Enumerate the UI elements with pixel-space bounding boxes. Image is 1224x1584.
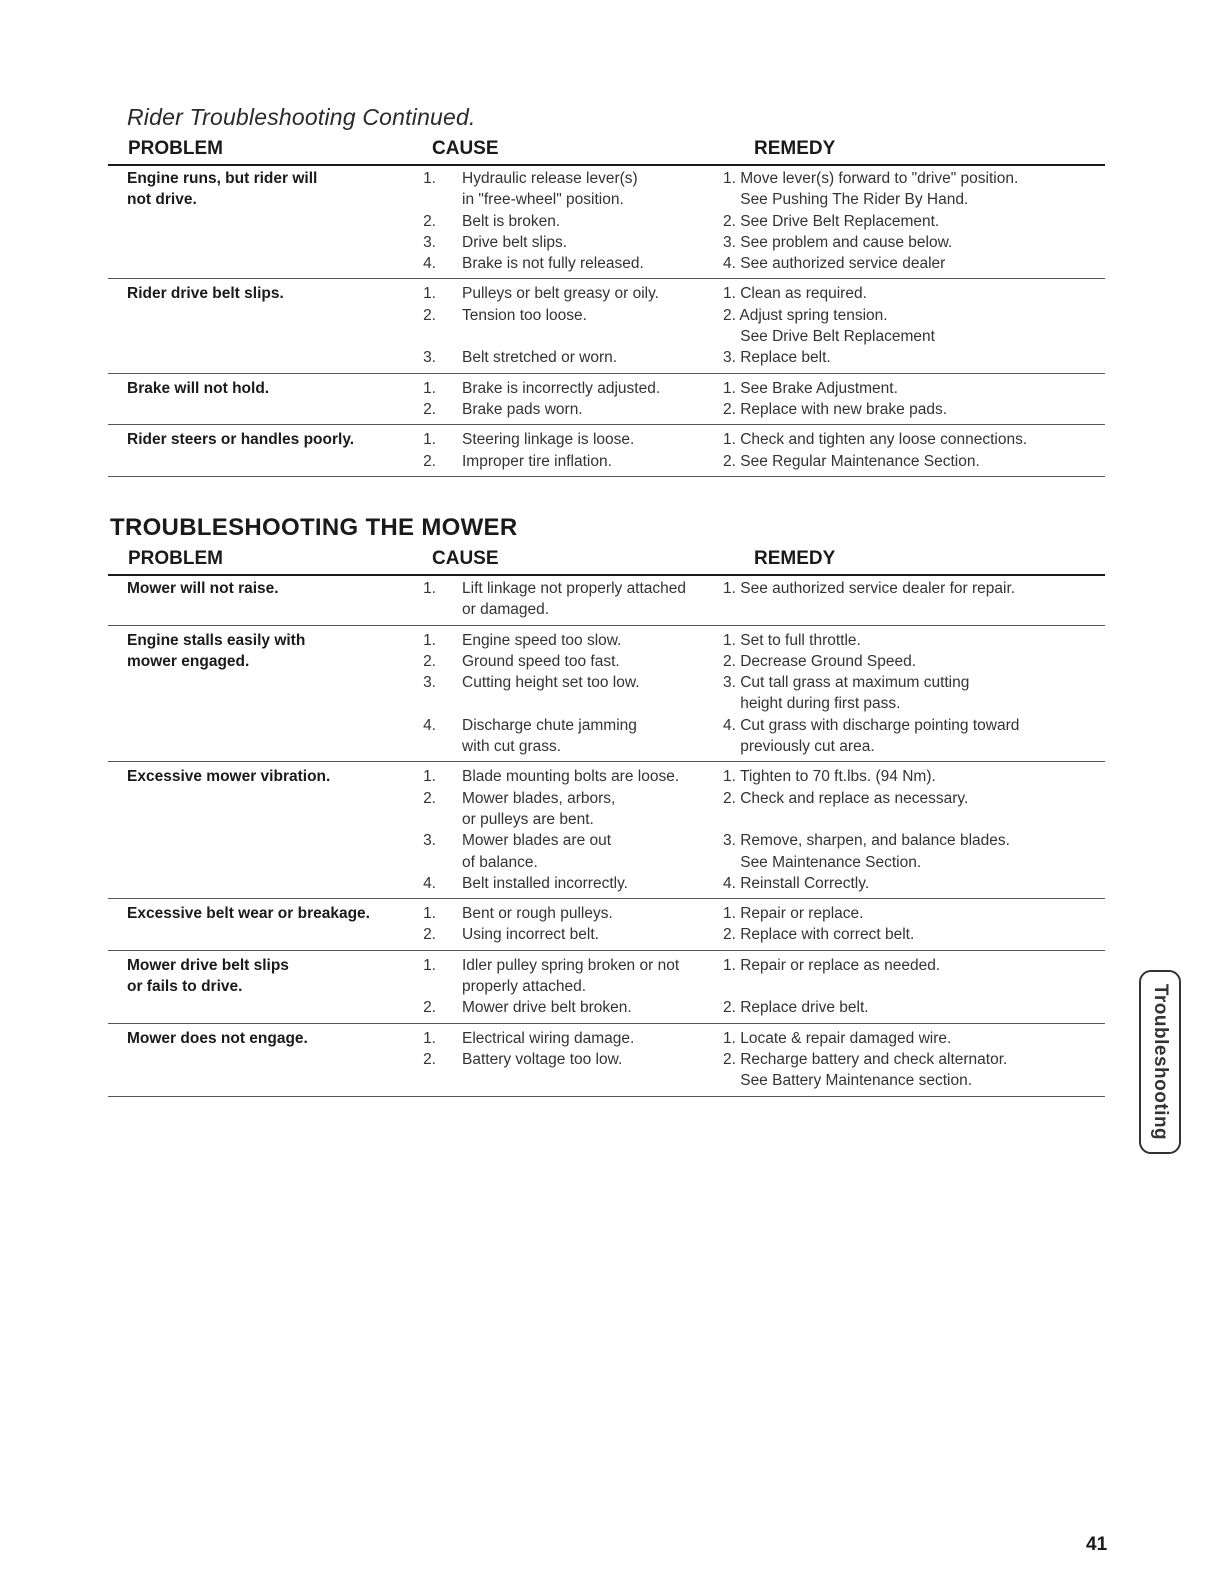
cause-remedy-line	[404, 378, 1105, 399]
header-remedy: REMEDY	[754, 548, 836, 569]
cause-text: Ground speed too fast.	[462, 652, 620, 670]
remedy-text: 2. Decrease Ground Speed.	[723, 652, 917, 670]
cause-number	[404, 326, 436, 347]
table-row	[108, 374, 1105, 426]
cause-number: 2.	[423, 1050, 436, 1068]
cause-number: 1.	[423, 580, 436, 597]
cause-remedy-line	[404, 997, 1105, 1018]
table-row	[108, 951, 1105, 1024]
table-row	[108, 425, 1105, 477]
remedy-text: 1. Move lever(s) forward to "drive" position.	[723, 170, 1019, 187]
remedy-text: 4. See authorized service dealer	[723, 255, 946, 273]
cause-number: 1.	[423, 956, 436, 974]
cause-remedy-line	[404, 809, 1105, 830]
cause-number: 1.	[423, 768, 436, 786]
problem-text: Engine stalls easily with mower engaged.	[127, 631, 306, 670]
cause-text: Cutting height set too low.	[462, 674, 640, 692]
cause-text: Belt installed incorrectly.	[462, 874, 628, 892]
cause-number: 3.	[423, 674, 436, 692]
cause-remedy-line	[404, 924, 1105, 945]
cause-remedy-line	[404, 326, 1105, 347]
table-body	[108, 166, 1105, 477]
problem-text: Mower will not raise.	[127, 580, 279, 597]
remedy-text: 1. Clean as required.	[723, 285, 867, 303]
cause-text: Engine speed too slow.	[462, 631, 622, 649]
remedy-text	[722, 809, 1063, 830]
section-title: TROUBLESHOOTING THE MOWER	[110, 514, 518, 541]
problem-text: Excessive belt wear or breakage.	[127, 905, 370, 923]
cause-text: Belt is broken.	[462, 212, 561, 230]
cause-number: 2.	[423, 400, 436, 418]
cause-number	[404, 693, 436, 714]
remedy-text: 2. Replace with new brake pads.	[723, 400, 948, 418]
cause-remedy-line	[404, 766, 1105, 787]
cause-text	[436, 693, 722, 714]
cause-remedy-line	[404, 672, 1105, 693]
cause-number: 1.	[423, 285, 436, 303]
cause-remedy-line	[404, 830, 1105, 851]
remedy-text: 2. Check and replace as necessary.	[723, 789, 969, 807]
cause-remedy-list	[404, 429, 1105, 472]
cause-number	[404, 1070, 436, 1091]
remedy-text: 4. Reinstall Correctly.	[723, 874, 870, 892]
cause-number: 2.	[423, 999, 436, 1017]
cause-text: or damaged.	[462, 601, 550, 619]
cause-text: Brake pads worn.	[462, 400, 583, 418]
cause-remedy-line	[404, 283, 1105, 304]
cause-remedy-list	[404, 168, 1105, 274]
cause-remedy-list	[404, 955, 1105, 1019]
page-number: 41	[1086, 1534, 1108, 1555]
cause-text: or pulleys are bent.	[462, 810, 594, 828]
remedy-text: 3. See problem and cause below.	[723, 233, 953, 251]
remedy-text: 2. See Regular Maintenance Section.	[723, 452, 980, 470]
rider-troubleshooting-table	[108, 138, 1105, 477]
cause-text: properly attached.	[462, 978, 587, 996]
cause-text: Battery voltage too low.	[462, 1050, 623, 1068]
remedy-text: 1. See Brake Adjustment.	[723, 379, 898, 397]
cause-remedy-line	[404, 852, 1105, 873]
remedy-text: See Battery Maintenance section.	[723, 1072, 972, 1090]
cause-remedy-line	[404, 715, 1105, 736]
cause-text	[436, 326, 722, 347]
cause-number: 2.	[423, 926, 436, 944]
problem-text: Rider drive belt slips.	[127, 285, 284, 303]
side-tab-label: Troubleshooting	[1150, 983, 1171, 1141]
cause-number: 2.	[423, 452, 436, 470]
remedy-text	[722, 599, 1063, 620]
cause-text: Brake is not fully released.	[462, 255, 644, 273]
problem-text: Mower does not engage.	[127, 1029, 308, 1047]
cause-number: 1.	[423, 379, 436, 397]
cause-text: Belt stretched or worn.	[462, 349, 618, 367]
cause-remedy-line	[404, 976, 1105, 997]
cause-number: 2.	[423, 789, 436, 807]
cause-remedy-line	[404, 429, 1105, 450]
remedy-text: 2. Adjust spring tension.	[723, 306, 888, 324]
mower-troubleshooting-table	[108, 548, 1105, 1097]
cause-remedy-line	[404, 211, 1105, 232]
cause-number: 3.	[423, 233, 436, 251]
cause-number	[404, 852, 436, 873]
cause-text: Discharge chute jamming	[462, 716, 637, 734]
cause-remedy-line	[404, 873, 1105, 894]
cause-remedy-line	[404, 599, 1105, 620]
table-header	[108, 548, 1105, 576]
remedy-text: 4. Cut grass with discharge pointing toward	[723, 716, 1020, 734]
remedy-text: 1. Repair or replace.	[723, 905, 864, 923]
cause-remedy-list	[404, 766, 1105, 894]
cause-text: Hydraulic release lever(s)	[462, 170, 638, 187]
remedy-text: 2. Replace with correct belt.	[723, 926, 915, 944]
remedy-text: 1. Tighten to 70 ft.lbs. (94 Nm).	[723, 768, 936, 786]
cause-text: Lift linkage not properly attached	[462, 580, 687, 597]
remedy-text: 3. Replace belt.	[723, 349, 831, 367]
cause-text	[436, 1070, 722, 1091]
remedy-text: See Pushing The Rider By Hand.	[723, 191, 969, 209]
problem-text: Mower drive belt slips or fails to drive.	[127, 956, 289, 996]
cause-remedy-line	[404, 736, 1105, 757]
problem-text: Excessive mower vibration.	[127, 768, 331, 786]
cause-remedy-line	[404, 1049, 1105, 1070]
remedy-text	[722, 976, 1063, 997]
cause-remedy-line	[404, 1070, 1105, 1091]
remedy-text: height during first pass.	[723, 695, 901, 713]
cause-text: Improper tire inflation.	[462, 452, 612, 470]
cause-number: 2.	[423, 306, 436, 324]
cause-text: Electrical wiring damage.	[462, 1029, 635, 1047]
table-row	[108, 626, 1105, 763]
cause-number: 4.	[423, 716, 436, 734]
cause-text: Brake is incorrectly adjusted.	[462, 379, 661, 397]
cause-remedy-list	[404, 630, 1105, 758]
cause-remedy-line	[404, 305, 1105, 326]
cause-number: 1.	[423, 170, 436, 187]
cause-text: Mower blades, arbors,	[462, 789, 616, 807]
cause-number: 2.	[423, 212, 436, 230]
section-side-tab	[1139, 970, 1181, 1154]
cause-text: Idler pulley spring broken or not	[462, 956, 680, 974]
cause-remedy-line	[404, 693, 1105, 714]
cause-remedy-line	[404, 399, 1105, 420]
problem-text: Engine runs, but rider will not drive.	[127, 170, 318, 209]
table-body	[108, 576, 1105, 1097]
header-cause: CAUSE	[432, 138, 499, 159]
cause-remedy-line	[404, 451, 1105, 472]
cause-text: Using incorrect belt.	[462, 926, 599, 944]
remedy-text: 1. Check and tighten any loose connections.	[723, 431, 1028, 449]
remedy-text: 1. Set to full throttle.	[723, 631, 861, 649]
cause-remedy-line	[404, 347, 1105, 368]
table-row	[108, 279, 1105, 373]
cause-remedy-list	[404, 378, 1105, 421]
cause-remedy-list	[404, 1028, 1105, 1092]
remedy-text: 1. Locate & repair damaged wire.	[723, 1029, 952, 1047]
remedy-text: 3. Remove, sharpen, and balance blades.	[723, 832, 1010, 850]
remedy-text: 2. Replace drive belt.	[723, 999, 869, 1017]
cause-remedy-line	[404, 651, 1105, 672]
cause-text: with cut grass.	[462, 738, 562, 756]
cause-remedy-line	[404, 253, 1105, 274]
cause-remedy-line	[404, 168, 1105, 189]
cause-remedy-line	[404, 903, 1105, 924]
cause-number: 2.	[423, 652, 436, 670]
remedy-text: See Maintenance Section.	[723, 853, 922, 871]
problem-text: Brake will not hold.	[127, 379, 270, 397]
remedy-text: 2. See Drive Belt Replacement.	[723, 212, 940, 230]
cause-number	[404, 599, 436, 620]
cause-number: 4.	[423, 255, 436, 273]
cause-text: of balance.	[462, 853, 538, 871]
cause-text: Tension too loose.	[462, 306, 587, 324]
remedy-text: 2. Recharge battery and check alternator.	[723, 1050, 1008, 1068]
table-row	[108, 899, 1105, 951]
cause-number: 1.	[423, 905, 436, 923]
header-problem: PROBLEM	[128, 548, 223, 569]
header-remedy: REMEDY	[754, 138, 836, 159]
cause-remedy-line	[404, 955, 1105, 976]
cause-text: Mower blades are out	[462, 832, 612, 850]
table-header	[108, 138, 1105, 166]
cause-text: Drive belt slips.	[462, 233, 568, 251]
remedy-text: 3. Cut tall grass at maximum cutting	[723, 674, 970, 692]
header-cause: CAUSE	[432, 548, 499, 569]
remedy-text: 1. See authorized service dealer for repair.	[723, 580, 1016, 597]
cause-number: 3.	[423, 832, 436, 850]
cause-remedy-list	[404, 903, 1105, 946]
header-problem: PROBLEM	[128, 138, 223, 159]
continued-title: Rider Troubleshooting Continued.	[127, 104, 476, 130]
cause-number: 1.	[423, 1029, 436, 1047]
cause-number	[404, 736, 436, 757]
cause-number: 1.	[423, 431, 436, 449]
table-row	[108, 166, 1105, 279]
cause-text: in "free-wheel" position.	[462, 191, 624, 209]
table-row	[108, 576, 1105, 626]
remedy-text: See Drive Belt Replacement	[723, 328, 935, 346]
cause-number: 1.	[423, 631, 436, 649]
cause-remedy-line	[404, 189, 1105, 210]
cause-text: Blade mounting bolts are loose.	[462, 768, 680, 786]
table-row	[108, 762, 1105, 899]
cause-text: Bent or rough pulleys.	[462, 905, 613, 923]
cause-text: Pulleys or belt greasy or oily.	[462, 285, 659, 303]
cause-remedy-line	[404, 630, 1105, 651]
cause-remedy-line	[404, 1028, 1105, 1049]
remedy-text: 1. Repair or replace as needed.	[723, 956, 941, 974]
cause-text: Steering linkage is loose.	[462, 431, 635, 449]
table-row	[108, 1024, 1105, 1097]
cause-remedy-line	[404, 232, 1105, 253]
remedy-text: previously cut area.	[723, 738, 875, 756]
cause-remedy-line	[404, 788, 1105, 809]
cause-remedy-line	[404, 578, 1105, 599]
cause-remedy-list	[404, 283, 1105, 368]
cause-text: Mower drive belt broken.	[462, 999, 632, 1017]
cause-number: 3.	[423, 349, 436, 367]
cause-number	[404, 809, 436, 830]
cause-number: 4.	[423, 874, 436, 892]
problem-text: Rider steers or handles poorly.	[127, 431, 355, 449]
cause-remedy-list	[404, 578, 1105, 621]
